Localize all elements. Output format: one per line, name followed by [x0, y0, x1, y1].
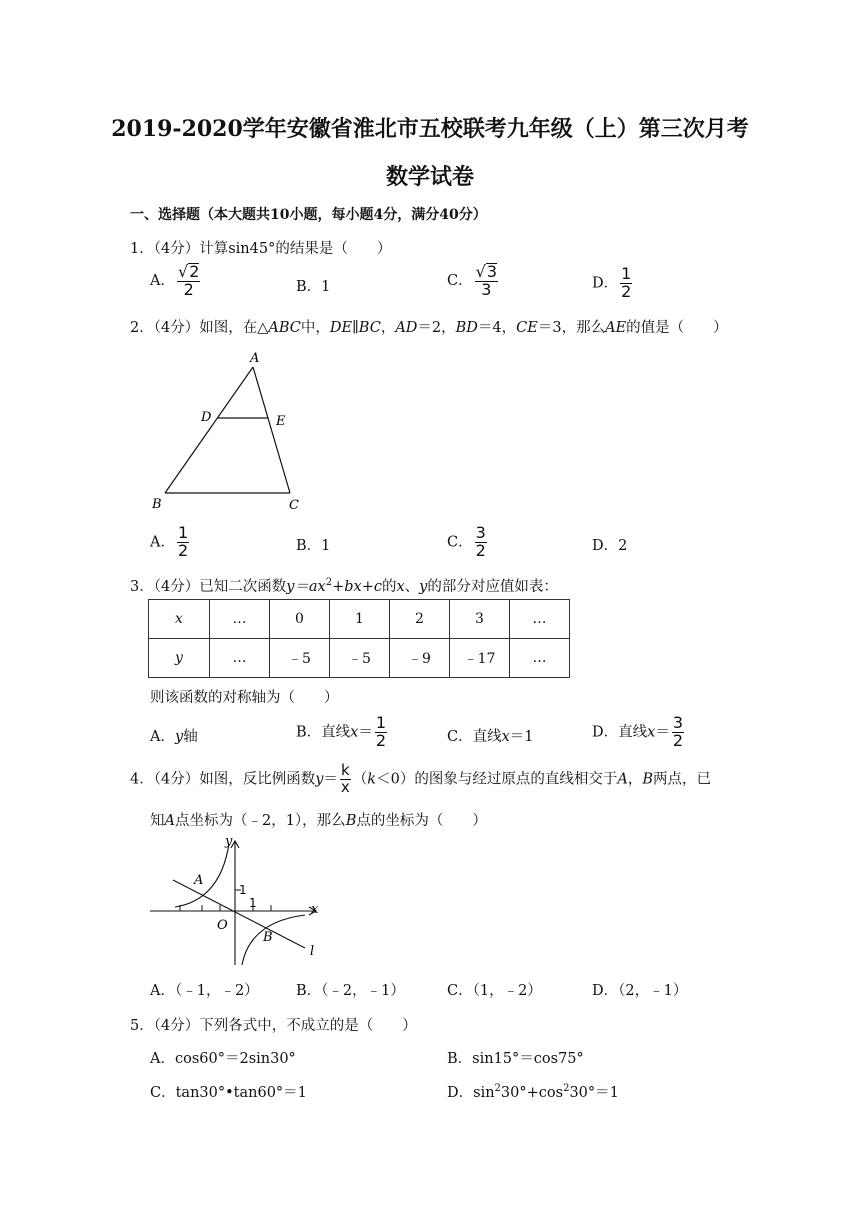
table-cell: 3 — [450, 600, 510, 639]
q1-option-c[interactable]: C． √ 3 3 — [447, 262, 497, 299]
q3-b-fraction: $\frac{1}{2}$ — [375, 713, 387, 750]
q4-k-over-x: $\frac{k}{x}$ — [340, 761, 350, 796]
question-3-stem: 3．（4分）已知二次函数$y=ax^2+bx+c$的x、y的部分对应值如表： — [130, 577, 558, 595]
side-ab — [165, 367, 253, 493]
q1-d-fraction: $\frac{1}{2}$ — [621, 264, 632, 301]
table-cell: … — [210, 639, 270, 678]
q4-option-b[interactable]: B．（﹣2，﹣1） — [296, 983, 405, 999]
table-cell: 0 — [270, 600, 330, 639]
q3-option-a[interactable]: A．y轴 — [150, 729, 198, 745]
q1-c-fraction: √ 3 3 — [475, 262, 497, 299]
label-y-axis: y — [225, 834, 233, 849]
q3-option-c[interactable]: C．直线x＝1 — [447, 729, 534, 745]
table-cell: ﹣5 — [330, 639, 390, 678]
table-cell: … — [510, 639, 570, 678]
q1-option-a[interactable]: A． √ 2 2 — [150, 262, 200, 299]
q3-value-table — [148, 599, 570, 678]
q2-c-fraction: $\frac{3}{2}$ — [475, 523, 486, 560]
q5-option-c[interactable]: C．tan30°•tan60°＝1 — [150, 1085, 307, 1101]
label-point-a: A — [194, 873, 204, 888]
question-5-stem: 5．（4分）下列各式中，不成立的是（ ） — [130, 1018, 417, 1034]
table-row — [149, 600, 570, 639]
q2-option-a[interactable]: A． $\frac{1}{2}$ — [150, 523, 189, 560]
q2-option-d[interactable]: D．2 — [592, 538, 628, 554]
label-line-l: l — [310, 944, 315, 959]
section-heading: 一、选择题（本大题共10小题，每小题4分，满分40分） — [130, 207, 487, 223]
side-ac — [253, 367, 290, 493]
q4-hyperbola-figure — [145, 830, 330, 970]
label-d: D — [201, 410, 212, 425]
q4-option-d[interactable]: D．（2，﹣1） — [592, 983, 688, 999]
q3-d-fraction: $\frac{3}{2}$ — [672, 713, 684, 750]
label-c: C — [289, 498, 299, 513]
question-1-stem: 1．（4分）计算sin45°的结果是（ ） — [130, 241, 392, 257]
q1-option-b[interactable]: B．1 — [296, 279, 331, 295]
label-origin: O — [217, 918, 228, 933]
q3-option-d[interactable]: D．直线x＝ $\frac{3}{2}$ — [592, 713, 684, 750]
question-2-stem: 2．（4分）如图，在△ABC中，DE∥BC，AD＝2，BD＝4，CE＝3，那么AE的值是（ ） — [130, 320, 728, 336]
table-cell: y — [149, 639, 210, 678]
table-cell: ﹣17 — [450, 639, 510, 678]
label-point-b: B — [263, 930, 273, 945]
paper-title: 2019-2020学年安徽省淮北市五校联考九年级（上）第三次月考 — [111, 116, 749, 142]
q2-option-b[interactable]: B．1 — [296, 538, 331, 554]
paper-subtitle: 数学试卷 — [385, 164, 474, 190]
table-cell: ﹣5 — [270, 639, 330, 678]
q4-option-c[interactable]: C．（1，﹣2） — [447, 983, 542, 999]
q4-option-a[interactable]: A．（﹣1，﹣2） — [150, 983, 259, 999]
table-cell: ﹣9 — [390, 639, 450, 678]
label-unit-y: 1 — [239, 883, 247, 897]
table-row — [149, 639, 570, 678]
hyperbola-branch-lower-right — [242, 915, 305, 965]
table-cell: 2 — [390, 600, 450, 639]
table-cell: 1 — [330, 600, 390, 639]
q2-triangle-figure — [140, 345, 320, 515]
table-cell: … — [210, 600, 270, 639]
q1-option-d[interactable]: D． $\frac{1}{2}$ — [592, 264, 632, 301]
table-cell: … — [510, 600, 570, 639]
q5-option-b[interactable]: B．sin15°＝cos75° — [447, 1051, 584, 1067]
q3-substem: 则该函数的对称轴为（ ） — [150, 690, 339, 706]
question-4-stem: 4．（4分）如图，反比例函数y＝ $\frac{k}{x}$ （k＜0）的图象与经过原点的直线相交于A，B两点，已 — [130, 761, 711, 796]
q5-option-d[interactable]: D．$\sin^230^\circ+\cos^230^\circ=1$ — [447, 1083, 619, 1101]
q5-option-a[interactable]: A．cos60°＝2sin30° — [150, 1051, 296, 1067]
q1-a-fraction: √ 2 2 — [177, 262, 200, 299]
question-4-stem-line2: 知A点坐标为（﹣2，1），那么B点的坐标为（ ） — [150, 813, 487, 829]
label-e: E — [276, 414, 286, 429]
label-b: B — [152, 497, 162, 512]
label-x-axis: x — [311, 902, 319, 917]
q2-a-fraction: $\frac{1}{2}$ — [177, 523, 189, 560]
table-cell: x — [149, 600, 210, 639]
q2-option-c[interactable]: C． $\frac{3}{2}$ — [447, 523, 486, 560]
label-unit-x: 1 — [249, 896, 257, 910]
label-a: A — [250, 351, 260, 366]
q3-option-b[interactable]: B．直线x＝ $\frac{1}{2}$ — [296, 713, 387, 750]
